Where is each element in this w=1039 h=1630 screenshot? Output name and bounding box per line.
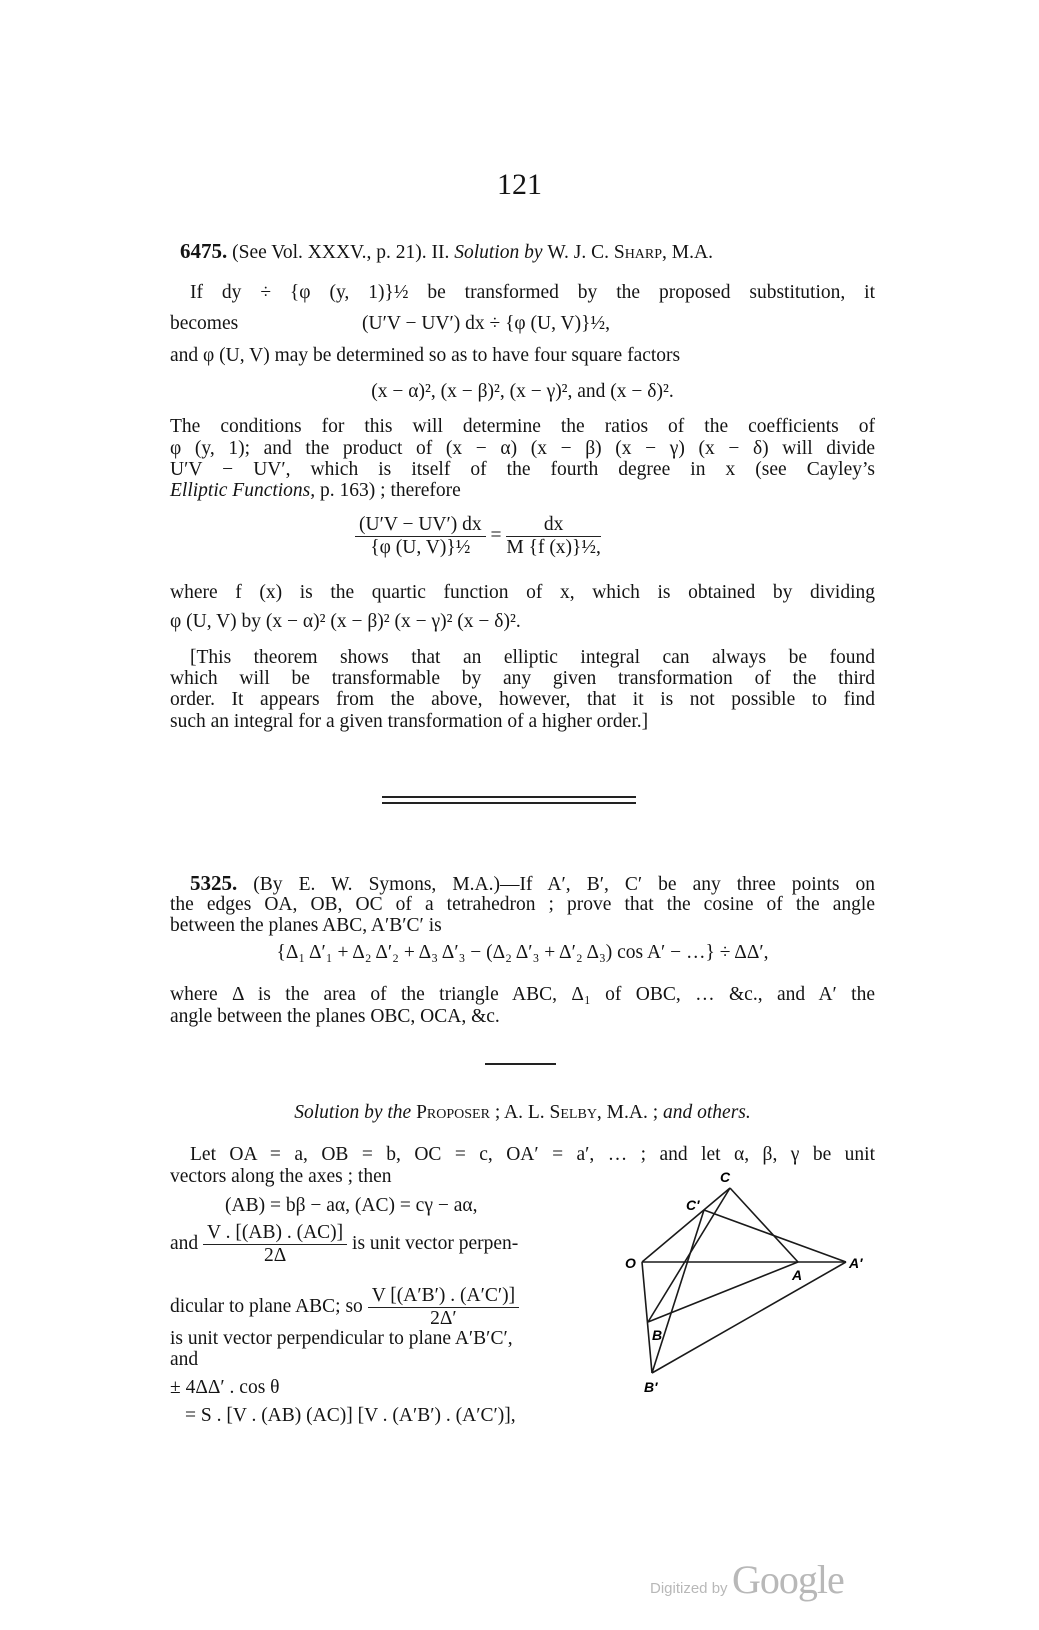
label-C-prime: C′ [686, 1197, 700, 1213]
text-line: is unit vector perpendicular to plane A′B′C′, [170, 1328, 513, 1349]
equals: = [490, 524, 502, 546]
denominator: 2Δ′ [430, 1308, 457, 1329]
problem-number: 5325. [190, 871, 238, 895]
heading-ref: (See Vol. XXXV., p. 21). II. [232, 242, 450, 263]
denominator: 2Δ [263, 1245, 287, 1266]
text-line: where f (x) is the quartic function of x, which is obtained by dividing [170, 582, 875, 603]
divider [382, 802, 636, 804]
tetrahedron-figure [620, 1170, 880, 1400]
text-line [170, 480, 875, 502]
numerator: (U′V − UV′) dx [355, 514, 486, 537]
google-watermark [650, 1556, 844, 1603]
text-line: such an integral for a given transformation of a higher order.] [170, 711, 649, 732]
text-line [170, 1222, 610, 1267]
text-line: between the planes ABC, A′B′C′ is [170, 915, 442, 936]
text-line: and φ (U, V) may be determined so as to have four square factors [170, 345, 681, 366]
label-B-prime: B′ [644, 1379, 658, 1395]
text-line [170, 872, 875, 896]
formula: (U′V − UV′) dx ÷ {φ (U, V)}½, [362, 313, 610, 334]
text-line: and [170, 1349, 199, 1370]
solution-heading [170, 1102, 875, 1124]
problem-6475-heading [180, 240, 885, 264]
text-line: Let OA = a, OB = b, OC = c, OA′ = a′, … ; and let α, β, γ be unit [190, 1144, 875, 1165]
label-C: C [720, 1170, 731, 1185]
denominator: {φ (U, V)}½ [370, 537, 471, 558]
denominator: M {f (x)}½, [506, 537, 601, 558]
formula-cosine: {Δ₁ Δ′₁ + Δ₂ Δ′₂ + Δ₃ Δ′₃ − (Δ₂ Δ′₃ + Δ′₂ Δ₃) cos A′ − …} ÷ ΔΔ′, [276, 942, 769, 963]
and-others: and others. [663, 1102, 751, 1123]
text-line: ± 4ΔΔ′ . cos θ [170, 1377, 280, 1398]
text-line: If dy ÷ {φ (y, 1)}½ be transformed by the proposed substitution, it [190, 282, 875, 303]
text-line: U′V − UV′, which is itself of the fourth degree in x (see Cayley’s [170, 459, 875, 480]
watermark-prefix: Digitized by [650, 1580, 728, 1597]
fraction-left [355, 514, 486, 559]
label-A: A [792, 1267, 803, 1283]
edge-CA [730, 1188, 798, 1262]
text-line: The conditions for this will determine the ratios of the coefficients of [170, 416, 875, 437]
equation [355, 514, 875, 559]
fraction [368, 1285, 519, 1330]
text: p. 163) ; therefore [315, 480, 461, 501]
fraction [203, 1222, 347, 1267]
solution-by: Solution by [454, 242, 543, 263]
text-line: φ (U, V) by (x − α)² (x − β)² (x − γ)² (x − δ)². [170, 611, 521, 632]
book-title: Elliptic Functions, [170, 480, 316, 501]
text-line [170, 1285, 610, 1330]
numerator: dx [506, 514, 601, 537]
text-line: [This theorem shows that an elliptic integral can always be found [190, 647, 875, 668]
text-line [170, 313, 875, 335]
text-line: = S . [V . (AB) (AC)] [V . (A′B′) . (A′C′)], [185, 1405, 516, 1426]
authors: Proposer ; A. L. Selby, M.A. ; [416, 1102, 659, 1123]
text-line: φ (y, 1); and the product of (x − α) (x − β) (x − γ) (x − δ) will divide [170, 438, 875, 459]
divider [382, 796, 636, 798]
text: dicular to plane ABC; so [170, 1295, 363, 1317]
label-B: B [652, 1327, 663, 1343]
google-logo: Google [732, 1557, 844, 1602]
label: and [170, 1232, 199, 1254]
edge-B-prime-A-prime [652, 1262, 846, 1373]
solution-by: Solution by the [294, 1102, 412, 1123]
text-line: order. It appears from the above, however, that it is not possible to find [170, 689, 875, 710]
numerator: V [(A′B′) . (A′C′)] [368, 1285, 519, 1308]
fraction-right [506, 514, 601, 559]
label-O: O [625, 1255, 636, 1271]
text: (By E. W. Symons, M.A.)—If A′, B′, C′ be any three points on [253, 874, 876, 895]
text-line: where Δ is the area of the triangle ABC, Δ₁ of OBC, … &c., and A′ the [170, 984, 875, 1005]
edge-C-prime-A-prime [704, 1210, 846, 1262]
text-line: angle between the planes OBC, OCA, &c. [170, 1006, 500, 1027]
label: becomes [170, 313, 239, 334]
page-number: 121 [497, 168, 542, 201]
label-A-prime: A′ [849, 1255, 863, 1271]
author: W. J. C. Sharp, M.A. [547, 242, 713, 263]
formula-factors: (x − α)², (x − β)², (x − γ)², and (x − δ)². [371, 381, 674, 402]
problem-number: 6475. [180, 239, 228, 263]
text-line: (AB) = bβ − aα, (AC) = cγ − aα, [225, 1195, 478, 1216]
short-divider [485, 1063, 556, 1065]
text: is unit vector perpen- [352, 1232, 519, 1254]
numerator: V . [(AB) . (AC)] [203, 1222, 347, 1245]
text-line: vectors along the axes ; then [170, 1166, 392, 1187]
text-line: which will be transformable by any given transformation of the third [170, 668, 875, 689]
text-line: the edges OA, OB, OC of a tetrahedron ; prove that the cosine of the angle [170, 894, 875, 915]
